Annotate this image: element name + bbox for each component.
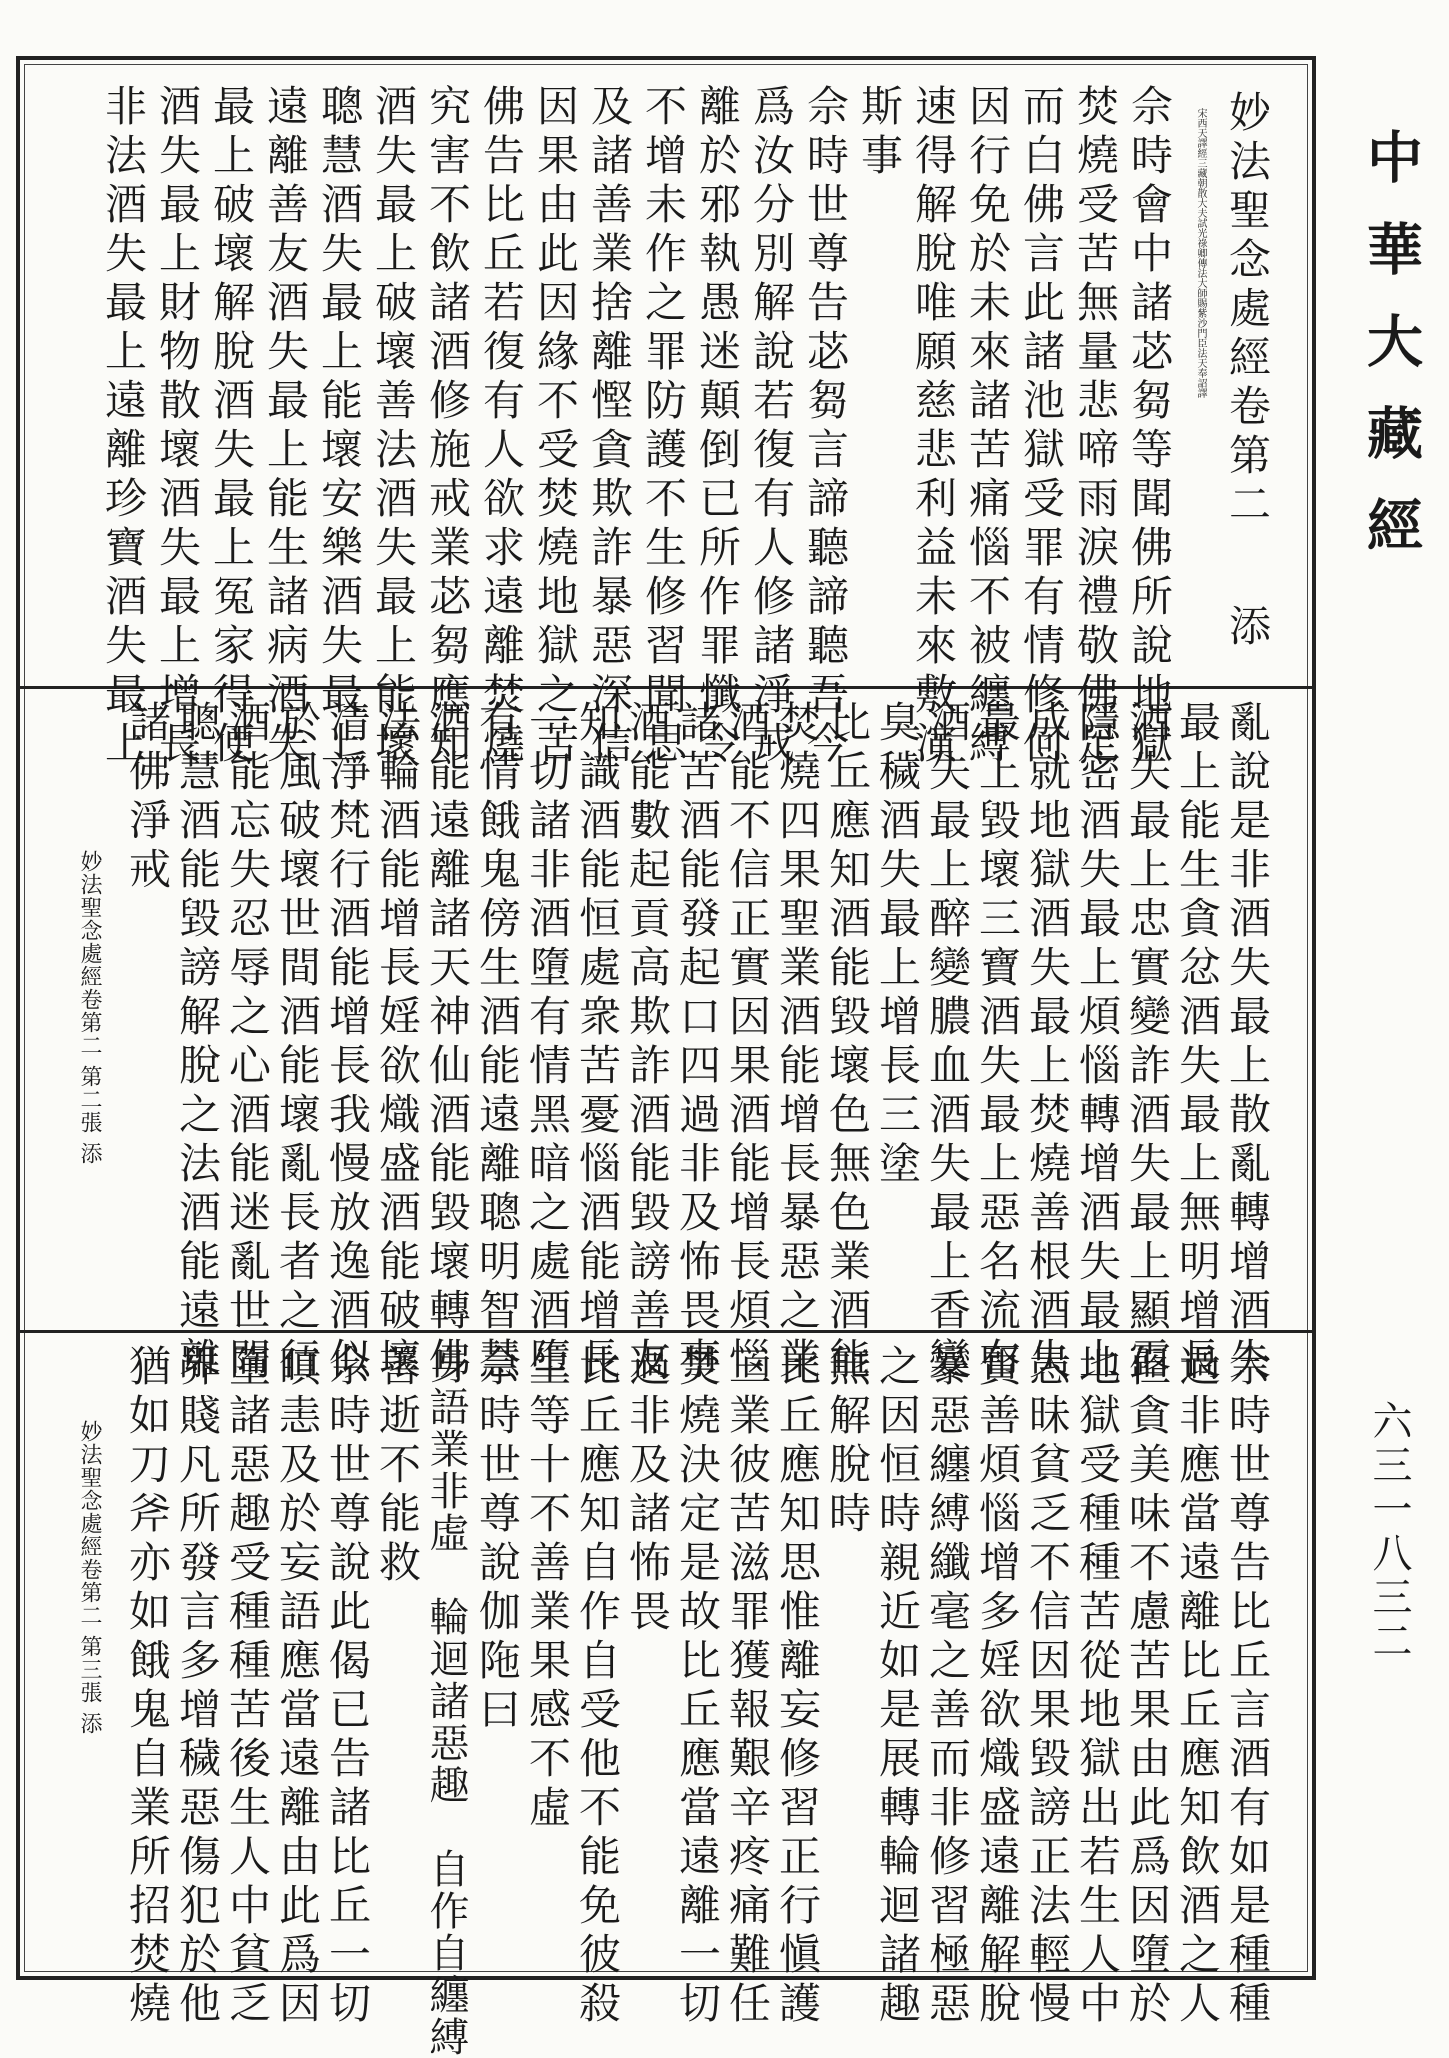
text-column: 佛告比丘若復有人欲求遠離焚燒 xyxy=(477,84,526,770)
text-column: 身語業非虛 輪迴諸惡趣 自作自纏縛 xyxy=(423,1344,469,2058)
text-column: 地獄受種種苦從地獄出若生人中 xyxy=(1073,1344,1122,2030)
text-column: 及諸善業捨離慳貪欺詐暴惡深信 xyxy=(585,84,634,770)
text-column: 墮諸惡趣受種種苦後生人中貧乏 xyxy=(223,1344,272,2030)
text-column: 究害不飲諸酒修施戒業苾芻應知 xyxy=(423,84,472,770)
text-column: 聰慧酒失最上能壞安樂酒失最上 xyxy=(315,84,364,770)
text-column: 知識酒能恒處衆苦憂惱酒能增長 xyxy=(573,700,622,1386)
text-column: 臭穢酒失最上增長三塗 xyxy=(873,700,922,1190)
text-column: 而白佛言此諸池獄受罪有情修何 xyxy=(1017,84,1066,770)
text-column: 佘時世尊告苾芻言諦聽諦聽吾今 xyxy=(801,84,850,770)
text-column: 焚燒決定是故比丘應當遠離一切 xyxy=(673,1344,722,2030)
text-column: 諸苦酒能發起口四過非及怖畏事 xyxy=(673,700,722,1386)
volume-mark: 添 xyxy=(1223,604,1272,653)
text-column: 酒能不信正實因果酒能增長煩惱 xyxy=(723,700,772,1386)
text-column: 離於邪執愚迷顛倒已所作罪懺令 xyxy=(693,84,742,770)
text-column: 焚燒受苦無量悲啼雨淚禮敬佛足 xyxy=(1071,84,1120,770)
text-column: 之因恒時親近如是展轉輪迴諸趣 xyxy=(873,1344,922,2030)
text-column: 隱密酒失最上煩惱轉增酒失最上 xyxy=(1073,700,1122,1386)
text-column: 瞋恚及於妄語應當遠離由此爲因 xyxy=(273,1344,322,2030)
text-column: 因果由此因緣不受焚燒地獄之苦 xyxy=(531,84,580,770)
translator-line: 宋西天譯經三藏朝散大夫試光祿卿傳法大師賜紫沙門臣法天奉詔譯 xyxy=(1195,108,1206,398)
text-column: 生等十不善業果感不虛 xyxy=(523,1344,572,1834)
text-column: 最上能生貪忿酒失最上無明增長 xyxy=(1173,700,1222,1386)
text-column: 佘時世尊說此偈已告諸比丘一切 xyxy=(323,1344,372,2030)
text-column: 最上破壞解脫酒失最上冤家得便 xyxy=(207,84,256,770)
text-column: 愚昧貧乏不信因果毀謗正法輕慢 xyxy=(1023,1344,1072,2030)
text-column: 暴惡纏縛纖毫之善而非修習極惡 xyxy=(923,1344,972,2030)
text-column: 比丘應知思惟離妄修習正行愼護 xyxy=(773,1344,822,2030)
text-column: 成就地獄酒失最上焚燒善根酒失 xyxy=(1023,700,1072,1386)
text-column: 善逝不能救 xyxy=(373,1344,422,1589)
text-column: 諸佛淨戒 xyxy=(123,700,172,896)
text-column: 酒失最上醉變膿血酒失最上香變 xyxy=(923,700,972,1386)
text-column: 速得解脫唯願慈悲利益未來敷演 xyxy=(909,84,958,770)
text-column: 猶如刀斧亦如餓鬼自業所招焚燒 xyxy=(123,1344,172,2030)
text-column: 遠離善友酒失最上能生諸病酒失 xyxy=(261,84,310,770)
sutra-title: 妙法聖念處經卷第二 xyxy=(1223,90,1272,531)
text-column: 賢善煩惱增多婬欲熾盛遠離解脫 xyxy=(973,1344,1022,2030)
text-column: 但貪美味不慮苦果由此爲因墮於 xyxy=(1123,1344,1172,2030)
text-column: 不增未作之罪防護不生修習聞思 xyxy=(639,84,688,770)
text-column: 佘時會中諸苾芻等聞佛所說地獄 xyxy=(1125,84,1174,770)
text-column: 有情餓鬼傍生酒能遠離聰明智慧 xyxy=(473,700,522,1386)
text-column: 過非應當遠離比丘應知飲酒之人 xyxy=(1173,1344,1222,2030)
text-column: 酒能數起貢高欺詐酒能毀謗善友 xyxy=(623,700,672,1386)
text-column: 焚燒四果聖業酒能增長暴惡之業 xyxy=(773,700,822,1386)
panel-footer: 妙法聖念處經卷第二 第二張 添 xyxy=(77,850,102,1165)
text-column: 酒失最上破壞善法酒失最上能壞 xyxy=(369,84,418,770)
text-column: 酒失最上忠實變詐酒失最上顯露 xyxy=(1123,700,1172,1386)
text-column: 佘時世尊說伽陁曰 xyxy=(473,1344,522,1736)
text-column: 酒能遠離諸天神仙酒能毀壞轉佛 xyxy=(423,700,472,1386)
text-column: 一切諸非酒墮有情黑暗之處酒墮 xyxy=(523,700,572,1386)
text-column: 酒能忘失忍辱之心酒能迷亂世間 xyxy=(223,700,272,1386)
text-column: 清淨梵行酒能增長我慢放逸酒似 xyxy=(323,700,372,1386)
text-column: 過非及諸怖畏 xyxy=(623,1344,672,1638)
page-number: 六三一八三二 xyxy=(1366,1400,1412,1664)
text-column: 比丘應知自作自受他不能免彼殺 xyxy=(573,1344,622,2030)
text-column: 因行免於未來諸苦痛惱不被纏縛 xyxy=(963,84,1012,770)
collection-title: 中華大藏經 xyxy=(1358,128,1424,588)
panel-footer: 妙法聖念處經卷第二 第三張 添 xyxy=(77,1420,102,1735)
text-column: 佘時世尊告比丘言酒有如是種種 xyxy=(1223,1344,1272,2030)
text-column: 於風破壞世間酒能壞亂長者之行 xyxy=(273,700,322,1386)
text-column: 亂說是非酒失最上散亂轉增酒失 xyxy=(1223,700,1272,1386)
text-column: 爲汝分別解說若復有人修諸淨戒 xyxy=(747,84,796,770)
text-column: 無解脫時 xyxy=(823,1344,872,1540)
text-column: 斯事 xyxy=(855,84,904,182)
text-column: 最上毀壞三寶酒失最上惡名流布 xyxy=(973,700,1022,1386)
text-column: 比丘應知酒能毀壞色無色業酒能 xyxy=(823,700,872,1386)
text-column: 界賤凡所發言多增穢惡傷犯於他 xyxy=(173,1344,222,2030)
text-column: 聰慧酒能毀謗解脫之法酒能遠離 xyxy=(173,700,222,1386)
text-column: 法輪酒能增長婬欲熾盛酒能破壞 xyxy=(373,700,422,1386)
text-column: 酒失最上財物散壞酒失最上增長 xyxy=(153,84,202,770)
text-column: 非法酒失最上遠離珍寶酒失最上 xyxy=(99,84,148,770)
text-column: 三業彼苦滋罪獲報艱辛疼痛難任 xyxy=(723,1344,772,2030)
